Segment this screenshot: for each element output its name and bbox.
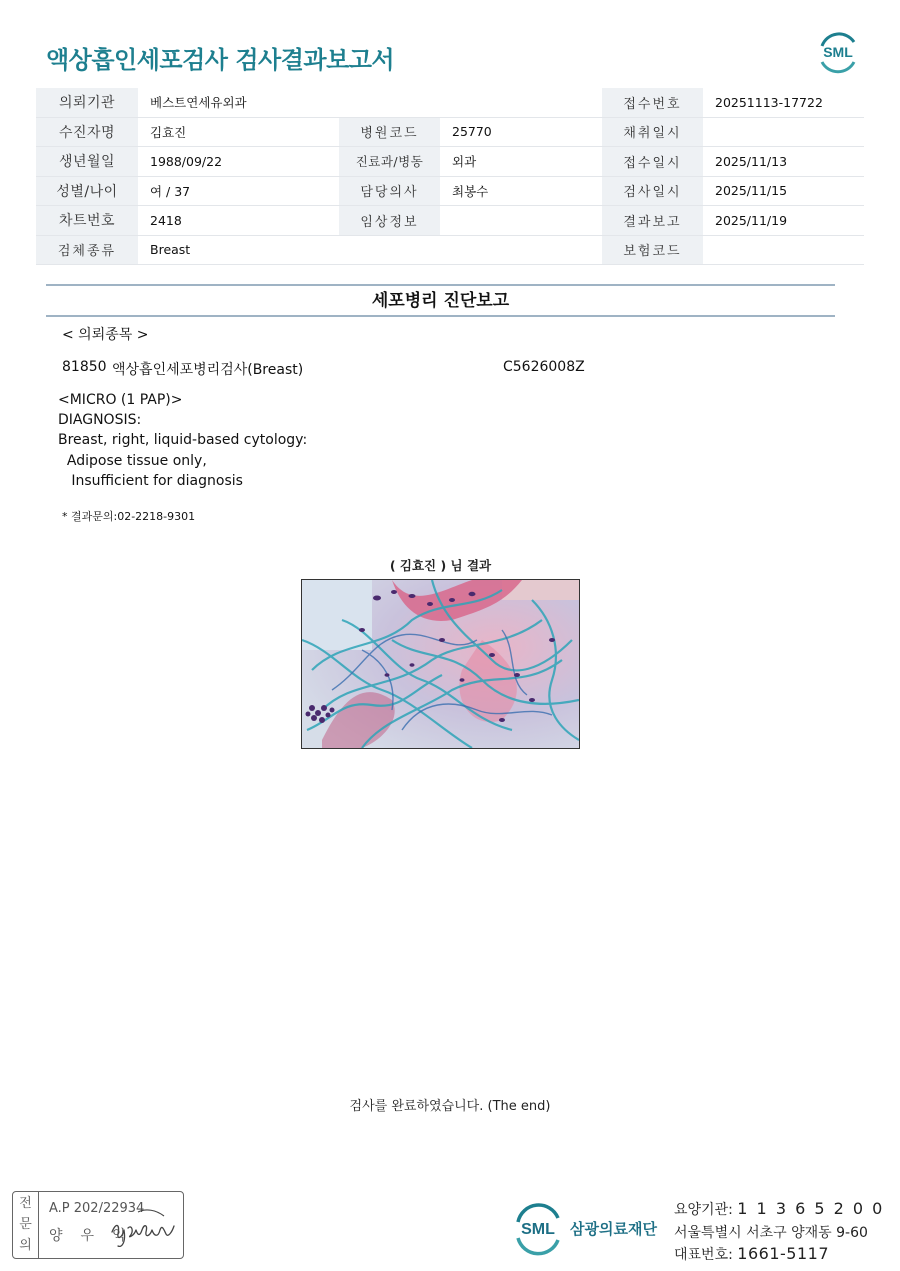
provider-label: 요양기관: [674, 1202, 733, 1218]
stamp-side-label [13, 1192, 39, 1258]
info-value: 여 / 37 [138, 176, 339, 206]
info-label: 검사일시 [602, 176, 703, 206]
end-text: 검사를 완료하였습니다. (The end) [349, 1099, 551, 1114]
provider-number: 1 1 3 6 5 2 0 0 [737, 1199, 885, 1218]
info-row [36, 147, 864, 177]
order-header: < 의뢰종목 > [62, 327, 149, 343]
sml-logo [814, 28, 862, 76]
order-name: 액상흡인세포병리검사(Breast) [112, 362, 304, 378]
sml-footer-logo [510, 1200, 566, 1256]
patient-info-table [36, 88, 864, 265]
phone-line [674, 1244, 829, 1264]
stamp-name: 양우익 [49, 1228, 144, 1244]
report-title: 액상흡인세포검사 검사결과보고서 [46, 46, 395, 74]
info-value: 2025/11/15 [703, 176, 864, 206]
info-label: 생년월일 [36, 147, 138, 177]
info-value: 최봉수 [440, 176, 602, 206]
info-value [703, 117, 864, 147]
stamp-side-char: 전 [19, 1196, 32, 1211]
info-label: 진료과/병동 [339, 147, 440, 177]
phone-number: 1661-5117 [737, 1244, 829, 1263]
inquiry-phone: * 결과문의:02-2218-9301 [62, 510, 196, 523]
svg-text:SML: SML [823, 44, 853, 60]
info-row [36, 176, 864, 206]
info-label: 접수일시 [602, 147, 703, 177]
report-line: Adipose tissue only, [58, 453, 207, 469]
report-line: <MICRO (1 PAP)> [58, 392, 183, 408]
info-row [36, 235, 864, 265]
info-value: 2025/11/13 [703, 147, 864, 177]
info-row [36, 206, 864, 236]
info-label: 수진자명 [36, 117, 138, 147]
info-value: 1988/09/22 [138, 147, 339, 177]
address: 서울특별시 서초구 양재동 9-60 [674, 1225, 868, 1241]
report-line: Insufficient for diagnosis [58, 473, 243, 489]
info-label: 성별/나이 [36, 176, 138, 206]
info-value [440, 206, 602, 236]
stamp-side-char: 의 [19, 1238, 32, 1253]
info-label: 접수번호 [602, 88, 703, 117]
photo-caption: ( 김효진 ) 님 결과 [389, 558, 492, 573]
org-name: 삼광의료재단 [570, 1220, 657, 1238]
info-value [703, 235, 864, 265]
info-label: 차트번호 [36, 206, 138, 236]
info-value: 20251113-17722 [703, 88, 864, 117]
order-code: 81850 [62, 359, 107, 375]
info-label: 임상정보 [339, 206, 440, 236]
info-label: 결과보고 [602, 206, 703, 236]
pathologist-stamp [12, 1191, 184, 1259]
info-label: 의뢰기관 [36, 88, 138, 117]
info-label: 담당의사 [339, 176, 440, 206]
provider-number-line [674, 1199, 884, 1219]
info-label: 병원코드 [339, 117, 440, 147]
info-value: 외과 [440, 147, 602, 177]
info-label: 채취일시 [602, 117, 703, 147]
info-value: 2418 [138, 206, 339, 236]
info-value: 25770 [440, 117, 602, 147]
info-value: 베스트연세유외과 [138, 88, 602, 117]
info-label: 검체종류 [36, 235, 138, 265]
info-value: 김효진 [138, 117, 339, 147]
report-line: Breast, right, liquid-based cytology: [58, 432, 308, 448]
phone-label: 대표번호: [674, 1247, 733, 1263]
info-row [36, 88, 864, 117]
cytology-photo [301, 579, 580, 749]
info-row [36, 117, 864, 147]
info-value: 2025/11/19 [703, 206, 864, 236]
info-value: Breast [138, 235, 602, 265]
stamp-side-char: 문 [19, 1217, 32, 1232]
info-label: 보험코드 [602, 235, 703, 265]
signature [108, 1202, 180, 1250]
section-rule-bottom [46, 315, 835, 317]
address-line [674, 1222, 868, 1242]
svg-text:SML: SML [521, 1221, 555, 1238]
section-title: 세포병리 진단보고 [371, 291, 510, 311]
stamp-ap-number: A.P 202/22934 [49, 1201, 145, 1216]
report-line: DIAGNOSIS: [58, 412, 142, 428]
order-id: C5626008Z [503, 359, 585, 375]
